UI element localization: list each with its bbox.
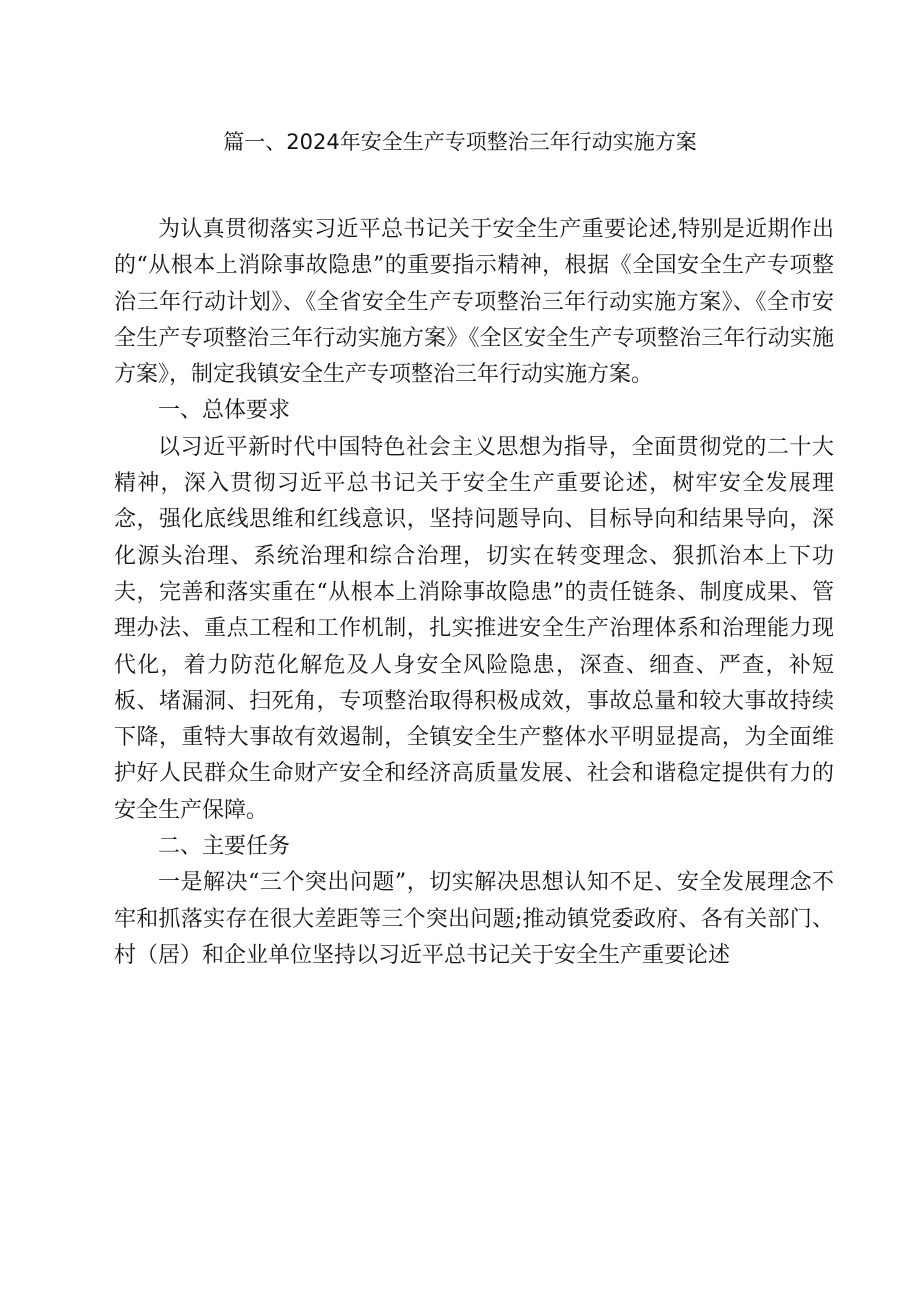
section-paragraph-main-tasks: 一是解决“三个突出问题”，切实解决思想认知不足、安全发展理念不牢和抓落实存在很大差距等三个突出问题;推动镇党委政府、各有关部门、村（居）和企业单位坚持以习近平总书记关于安全生产重要论述 (114, 870, 834, 968)
section-paragraph-overall-requirements: 以习近平新时代中国特色社会主义思想为指导，全面贯彻党的二十大精神，深入贯彻习近平总书记关于安全生产重要论述，树牢安全发展理念，强化底线思维和红线意识，坚持问题导向、目标导向和结果导向，深化源头治理、系统治理和综合治理，切实在转变理念、狠抓治本上下功夫，完善和落实重在“从根本上消除事故隐患”的责任链条、制度成果、管理办法、重点工程和工作机制，扎实推进安全生产治理体系和治理能力现代化，着力防范化解危及人身安全风险隐患，深查、细查、严查，补短板、堵漏洞、扫死角，专项整治取得积极成效，事故总量和较大事故持续下降，重特大事故有效遏制，全镇安全生产整体水平明显提高，为全面维护好人民群众生命财产安全和经济高质量发展、社会和谐稳定提供有力的安全生产保障。 (114, 434, 834, 823)
document-title: 篇一、2024年安全生产专项整治三年行动实施方案 (223, 130, 697, 154)
section-heading-overall-requirements: 一、总体要求 (158, 398, 291, 424)
document-body (114, 212, 834, 974)
section-heading-main-tasks: 二、主要任务 (158, 834, 291, 860)
intro-paragraph: 为认真贯彻落实习近平总书记关于安全生产重要论述,特别是近期作出的“从根本上消除事故隐患”的重要指示精神，根据《全国安全生产专项整治三年行动计划》、《全省安全生产专项整治三年行动实施方案》、《全市安全生产专项整治三年行动实施方案》《全区安全生产专项整治三年行动实施方案》，制定我镇安全生产专项整治三年行动实施方案。 (114, 217, 834, 388)
